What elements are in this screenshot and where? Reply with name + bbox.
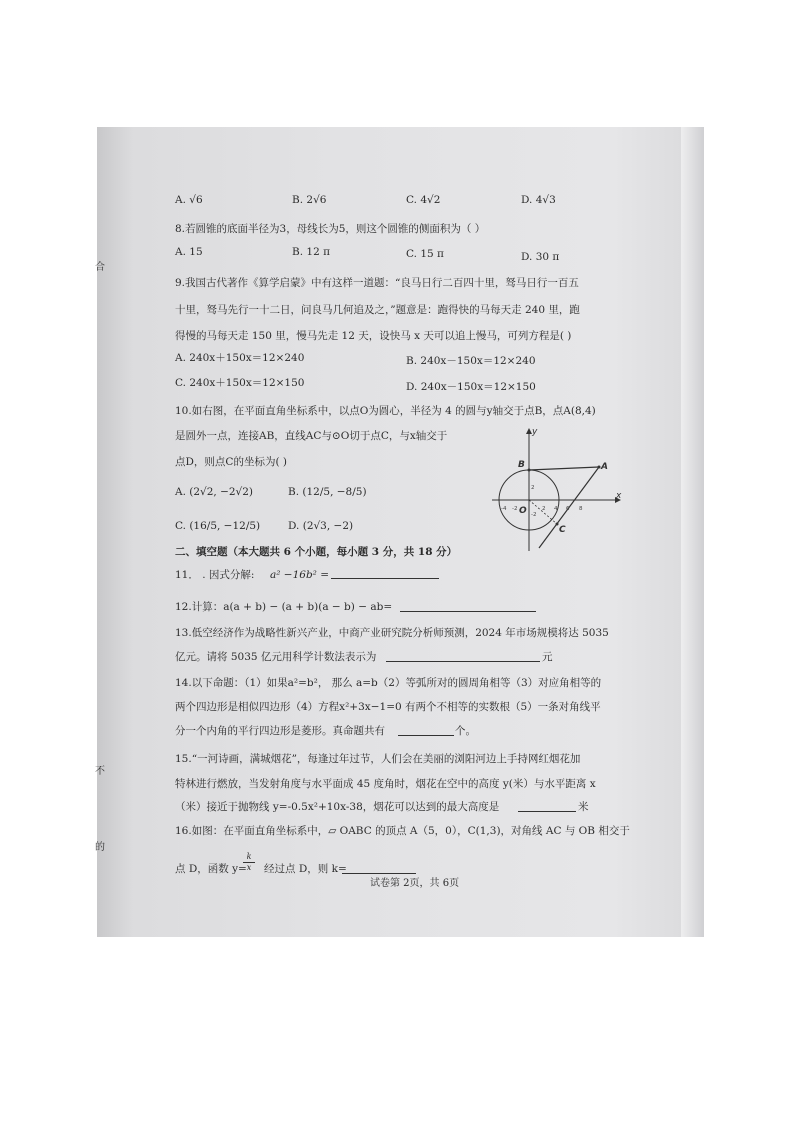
q14-line-2: 两个四边形是相似四边形（4）方程x²+3x−1=0 有两个不相等的实数根（5）一条对角线平 [175,701,601,713]
q16-fraction [243,852,255,873]
q16-line-1: 16.如图：在平面直角坐标系中，▱ OABC 的顶点 A（5，0），C(1,3)，对角线 AC 与 OB 相交于 [175,825,630,837]
label-b: B [518,460,525,470]
q12-answer-blank[interactable] [400,611,536,612]
label-o: O [519,506,527,516]
q14-line-1: 14.以下命题：（1）如果a²=b²， 那么 a=b（2）等弧所对的圆周角相等（3）对应角相等的 [175,677,602,689]
q15-suffix: 米 [578,801,589,813]
margin-char-2: 不 [95,766,105,777]
q10-option-d: D. (2√3, −2) [288,520,354,532]
q16-answer-blank[interactable] [342,873,416,874]
q14-answer-blank[interactable] [398,735,454,736]
q11-expr: a² −16b² = [270,569,330,581]
q7-option-d: D. 4√3 [521,194,556,206]
q8-option-c: C. 15 π [406,248,444,260]
q10-option-b: B. (12/5, −8/5) [288,486,367,498]
paper-edge [681,127,704,937]
q8-option-d: D. 30 π [521,251,560,263]
q9-line-1: 9.我国古代著作《算学启蒙》中有这样一道题：“良马日行二百四十里，驽马日行一百五 [175,277,579,289]
q14-suffix: 个。 [455,725,476,737]
margin-char-3: 的 [95,842,105,853]
q10-line-1: 10.如右图，在平面直角坐标系中，以点O为圆心，半径为 4 的圆与y轴交于点B，点A(8,4) [175,405,596,417]
q7-option-b: B. 2√6 [292,194,327,206]
q16-fraction-numerator: k [243,852,255,863]
segment-ab [529,467,599,470]
label-y: y [532,427,538,437]
label-x: x [616,491,622,501]
q15-line-2: 特林进行燃放，当发射角度与水平面成 45 度角时，烟花在空中的高度 y(米）与水平距离 x [175,778,596,790]
q9-line-3: 得慢的马每天走 150 里，慢马先走 12 天，设快马 x 天可以追上慢马，可列方程是( ) [175,330,572,342]
tick-x-3: 2 [542,506,546,512]
tick-x-6: 8 [579,506,583,512]
q12-text: 12.计算：a(a + b) − (a + b)(a − b) − ab= [175,601,393,613]
q9-option-b: B. 240x－150x＝12×240 [406,355,536,367]
q11-answer-blank[interactable] [331,578,439,579]
q8-option-b: B. 12 π [292,246,330,258]
q16-line-2b: 经过点 D，则 k= [264,863,347,875]
q16-line-2a: 点 D，函数 y= [175,863,247,875]
q10-figure [486,423,628,555]
q10-option-c: C. (16/5, −12/5) [175,520,261,532]
q9-option-c: C. 240x＋150x＝12×150 [175,377,305,389]
q15-line-1: 15.“一河诗画，满城烟花”，每逢过年过节，人们会在美丽的浏阳河边上手持网红烟花加 [175,753,581,765]
q7-option-a: A. √6 [175,194,203,206]
tick-x-4: 4 [554,506,558,512]
q11-label: 11． . 因式分解: [175,569,255,581]
tick-y-1: 2 [531,485,535,491]
q13-answer-blank[interactable] [386,661,540,662]
tick-x-2: -2 [512,506,518,512]
q7-option-c: C. 4√2 [406,194,441,206]
tick-x-5: 6 [566,506,570,512]
q13-suffix: 元 [542,651,553,663]
page-footer: 试卷第 2页，共 6页 [370,878,460,889]
label-c: C [559,525,566,535]
tick-y-2: -2 [531,512,537,518]
q10-option-a: A. (2√2, −2√2) [175,486,254,498]
q10-line-2: 是圆外一点，连接AB，直线AC与⊙O切于点C，与x轴交于 [175,430,448,442]
q15-answer-blank[interactable] [518,811,576,812]
q14-line-3: 分一个内角的平行四边形是菱形。真命题共有 [175,725,385,737]
section-2-heading: 二、填空题（本大题共 6 个小题，每小题 3 分，共 18 分） [175,546,458,558]
q9-line-2: 十里，驽马先行一十二日，问良马几何追及之，”题意是：跑得快的马每天走 240 里，跑 [175,304,580,316]
q10-line-3: 点D，则点C的坐标为( ) [175,456,287,468]
tick-x-1: -4 [501,506,507,512]
q16-fraction-denominator: x [246,863,252,872]
q13-line-1: 13.低空经济作为战略性新兴产业，中商产业研究院分析师预测，2024 年市场规模将达 5035 [175,627,609,639]
margin-char-1: 合 [95,262,105,273]
label-a: A [601,462,608,472]
q15-line-3: （米）接近于抛物线 y=-0.5x²+10x-38，烟花可以达到的最大高度是 [175,801,500,813]
q9-option-d: D. 240x－150x＝12×150 [406,381,536,393]
q8-option-a: A. 15 [175,246,203,258]
point-b-dot [528,469,531,472]
q8-stem: 8.若圆锥的底面半径为3，母线长为5，则这个圆锥的侧面积为（ ） [175,223,486,235]
q13-line-2: 亿元。请将 5035 亿元用科学计数法表示为 [175,651,377,663]
q9-option-a: A. 240x＋150x＝12×240 [175,352,305,364]
